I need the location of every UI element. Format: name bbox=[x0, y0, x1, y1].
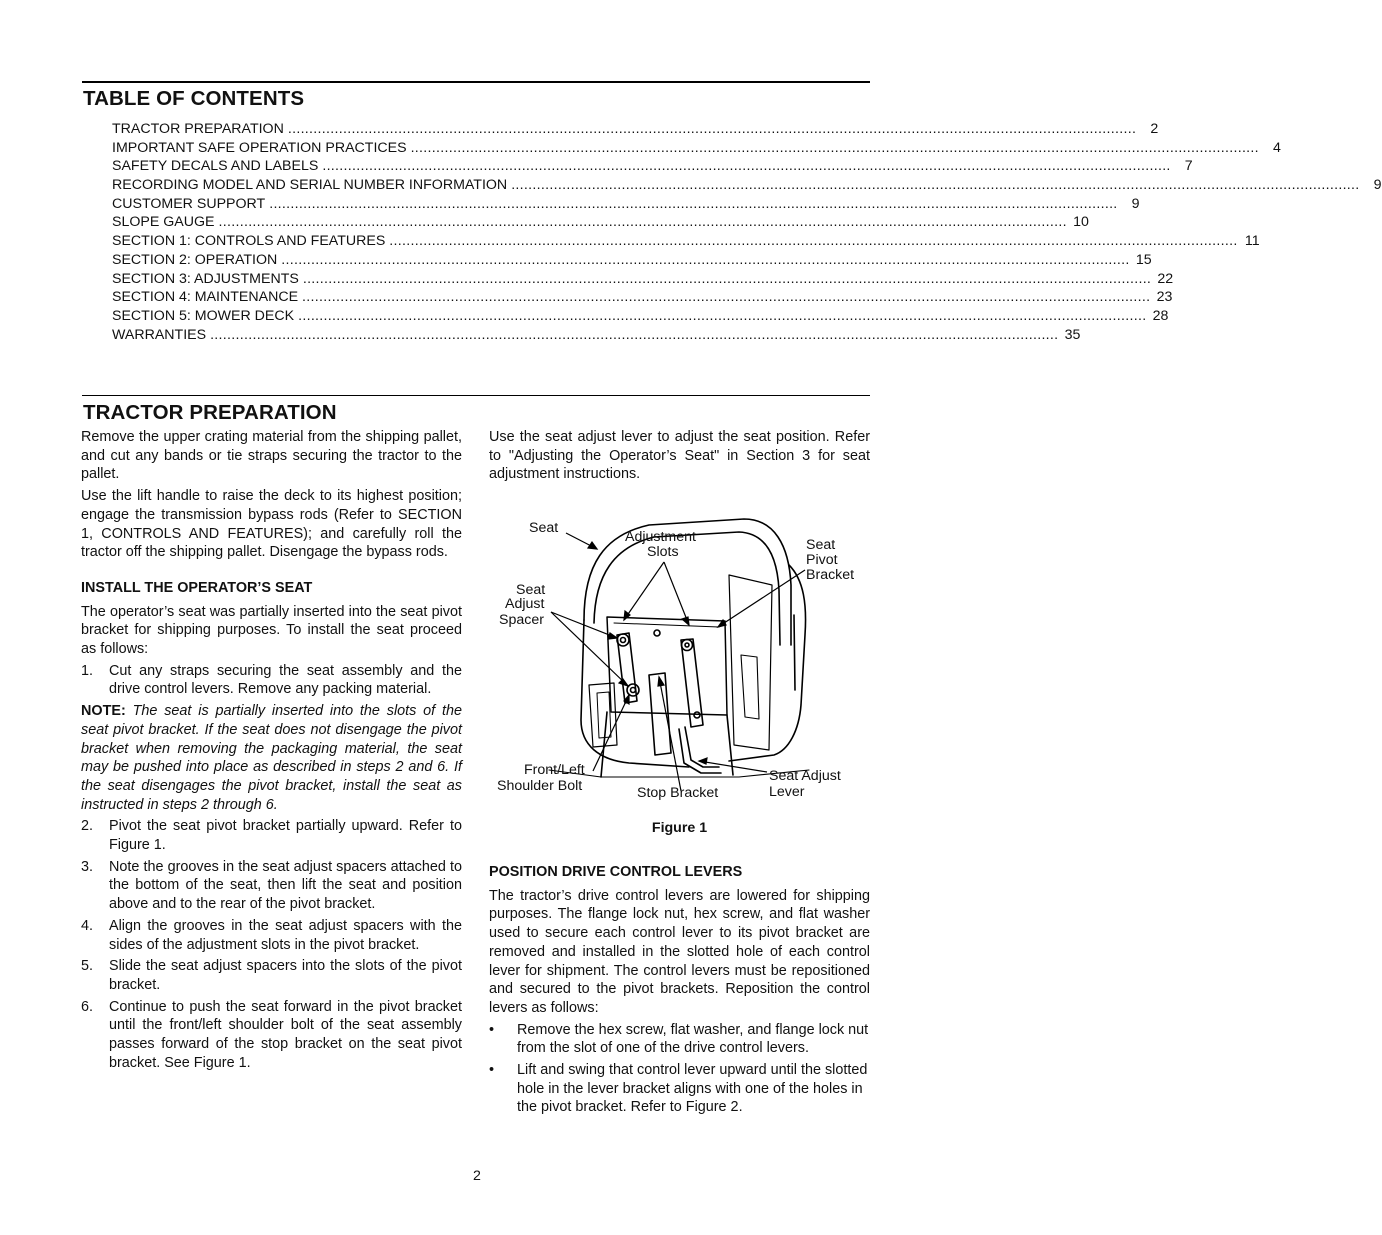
toc-title: SECTION 1: CONTROLS AND FEATURES bbox=[112, 233, 386, 250]
toc-page: 11 bbox=[1244, 233, 1260, 250]
label-seat-adjust-spacer-line2: Adjust bbox=[505, 596, 545, 612]
toc-title: SECTION 3: ADJUSTMENTS bbox=[112, 270, 299, 287]
prep-paragraph-2: Use the lift handle to raise the deck to its highest position; engage the transmission bypass rods (Refer to SECTION 1, CONTROLS AND FEATURES); and carefully roll the tractor off the shipping pallet. Disengage the bypass rods. bbox=[81, 488, 462, 561]
toc-page: 35 bbox=[1064, 326, 1081, 343]
toc-heading: TABLE OF CONTENTS bbox=[83, 87, 305, 110]
seat-adjust-paragraph: Use the seat adjust lever to adjust the seat position. Refer to "Adjusting the Operator’s Seat" in Section 3 for seat adjustment instructions. bbox=[489, 429, 870, 483]
label-seat-adjust-lever-line1: Seat Adjust bbox=[769, 768, 841, 784]
toc-leader-dots: ........................................................................................................................................................................................................ bbox=[511, 177, 1360, 194]
label-adjustment-slots-line1: Adjustment bbox=[625, 529, 696, 545]
toc-leader-dots: ........................................................................................................................................................................................................ bbox=[410, 139, 1259, 156]
step-text: Align the grooves in the seat adjust spacers with the sides of the adjustment slots in the pivot bracket. bbox=[109, 917, 462, 953]
step-text: Note the grooves in the seat adjust spacers attached to the bottom of the seat, then lift the seat and position above and to the rear of the pivot bracket. bbox=[109, 858, 462, 913]
step-text: Continue to push the seat forward in the pivot bracket until the front/left shoulder bolt of the seat assembly passes forward of the stop bracket on the seat pivot bracket. See Figure 1. bbox=[109, 998, 462, 1071]
step-text: Slide the seat adjust spacers into the slots of the pivot bracket. bbox=[109, 958, 462, 993]
prep-paragraph-1: Remove the upper crating material from the shipping pallet, and cut any bands or tie straps securing the tractor to the pallet. bbox=[81, 429, 462, 483]
toc-title: SAFETY DECALS AND LABELS bbox=[112, 158, 319, 175]
toc-title: CUSTOMER SUPPORT bbox=[112, 195, 266, 212]
bullet-text: Remove the hex screw, flat washer, and flange lock nut from the slot of one of the drive control levers. bbox=[517, 1021, 869, 1057]
toc-leader-dots: ........................................................................................................................................................................................................ bbox=[302, 270, 1152, 287]
label-front-left-shoulder-bolt-line1: Front/Left bbox=[524, 762, 585, 778]
toc-leader-dots: ........................................................................................................................................................................................................ bbox=[218, 214, 1067, 231]
step-item bbox=[81, 957, 462, 994]
toc-title: IMPORTANT SAFE OPERATION PRACTICES bbox=[112, 139, 407, 156]
step-number: 5. bbox=[81, 958, 94, 975]
bullet-item bbox=[489, 1021, 870, 1058]
toc-leader-dots: ........................................................................................................................................................................................................ bbox=[210, 326, 1059, 343]
figure-1 bbox=[489, 505, 870, 810]
toc-row bbox=[112, 139, 1281, 159]
toc-leader-dots: ........................................................................................................................................................................................................ bbox=[269, 195, 1118, 212]
figure-caption: Figure 1 bbox=[651, 820, 708, 836]
label-seat-adjust-spacer-line3: Spacer bbox=[499, 612, 544, 628]
toc-page: 4 bbox=[1273, 139, 1281, 156]
step-item bbox=[81, 998, 462, 1073]
step-number: 6. bbox=[81, 998, 94, 1015]
toc-title: SECTION 2: OPERATION bbox=[112, 251, 278, 268]
toc-title: SECTION 4: MAINTENANCE bbox=[112, 289, 299, 306]
label-adjustment-slots-line2: Slots bbox=[647, 544, 679, 560]
toc-leader-dots: ........................................................................................................................................................................................................ bbox=[302, 289, 1151, 306]
step-item bbox=[81, 917, 462, 954]
toc-row bbox=[112, 158, 1193, 177]
toc-leader-dots: ........................................................................................................................................................................................................ bbox=[389, 233, 1238, 250]
toc-list bbox=[112, 121, 1382, 345]
toc-title: SLOPE GAUGE bbox=[112, 214, 215, 231]
toc-row bbox=[112, 214, 1089, 233]
toc-page: 22 bbox=[1157, 270, 1174, 287]
label-seat-pivot-bracket-line3: Bracket bbox=[806, 567, 855, 583]
toc-page: 15 bbox=[1135, 251, 1152, 268]
toc-leader-dots: ........................................................................................................................................................................................................ bbox=[298, 307, 1147, 324]
bullet-item bbox=[489, 1061, 870, 1117]
step-list-first bbox=[81, 662, 462, 699]
toc-row bbox=[112, 195, 1140, 215]
step-number: 2. bbox=[81, 818, 94, 835]
toc-row bbox=[112, 177, 1382, 196]
toc-leader-dots: ........................................................................................................................................................................................................ bbox=[287, 121, 1137, 137]
toc-row bbox=[112, 233, 1260, 252]
toc-page: 10 bbox=[1073, 214, 1089, 231]
note-label: NOTE: bbox=[81, 703, 126, 720]
toc-leader-dots: ........................................................................................................................................................................................................ bbox=[322, 158, 1171, 175]
bullet-marker: • bbox=[489, 1021, 495, 1038]
note-text: The seat is partially inserted into the slots of the seat pivot bracket. If the seat does not disengage the pivot bracket when removing the packaging material, the seat may be pushed into place as described in steps 2 and 6. If the seat disengages the pivot bracket, install the seat as instructed in steps 2 through 6. bbox=[81, 703, 462, 813]
toc-title: TRACTOR PREPARATION bbox=[112, 121, 284, 137]
left-column bbox=[81, 428, 462, 1076]
toc-title: WARRANTIES bbox=[112, 326, 207, 343]
step-item: 1. Cut any straps securing the seat assembly and the drive control levers. Remove any packing material. bbox=[81, 662, 462, 698]
label-seat-pivot-bracket-line2: Pivot bbox=[806, 552, 838, 568]
label-seat-adjust-lever-line2: Lever bbox=[769, 784, 805, 800]
toc-page: 9 bbox=[1131, 195, 1140, 212]
toc-row bbox=[112, 270, 1174, 290]
step-list bbox=[81, 817, 462, 1072]
step-number: 4. bbox=[81, 917, 94, 934]
bullet-marker: • bbox=[489, 1062, 495, 1079]
toc-row bbox=[112, 121, 1159, 140]
seat-intro: The operator’s seat was partially inserted into the seat pivot bracket for shipping purposes. To install the seat proceed as follows: bbox=[81, 603, 462, 658]
section-rule bbox=[82, 395, 870, 396]
bullet-text: Lift and swing that control lever upward until the slotted hole in the lever bracket aligns with one of the holes in the pivot bracket. Refer to Figure 2. bbox=[517, 1062, 868, 1116]
label-seat: Seat bbox=[529, 520, 559, 536]
levers-paragraph: The tractor’s drive control levers are lowered for shipping purposes. The flange lock nut, hex screw, and flat washer used to secure each control lever to its pivot bracket are removed and installed in the slotted hole of each control lever for shipment. The control levers must be repositioned and secured to the pivot brackets. Reposition the control levers as follows: bbox=[489, 887, 870, 1016]
label-seat-pivot-bracket-line1: Seat bbox=[806, 537, 836, 553]
label-stop-bracket: Stop Bracket bbox=[637, 785, 719, 801]
toc-page: 2 bbox=[1150, 121, 1159, 137]
toc-row bbox=[112, 251, 1152, 271]
seat-subheading: INSTALL THE OPERATOR’S SEAT bbox=[81, 579, 313, 596]
levers-subheading: POSITION DRIVE CONTROL LEVERS bbox=[489, 864, 743, 880]
note bbox=[81, 702, 462, 814]
levers-bullet-list bbox=[489, 1021, 870, 1118]
label-front-left-shoulder-bolt-line2: Shoulder Bolt bbox=[497, 778, 583, 794]
toc-title: RECORDING MODEL AND SERIAL NUMBER INFORMATION bbox=[112, 177, 508, 194]
toc-page: 9 bbox=[1373, 177, 1382, 194]
toc-page: 23 bbox=[1156, 289, 1173, 306]
prep-heading: TRACTOR PREPARATION bbox=[83, 401, 337, 424]
right-column-lower bbox=[489, 846, 870, 1120]
toc-row bbox=[112, 289, 1173, 308]
toc-row bbox=[112, 326, 1081, 346]
step-item bbox=[81, 858, 462, 914]
step-number: 3. bbox=[81, 858, 94, 875]
toc-title: SECTION 5: MOWER DECK bbox=[112, 307, 295, 324]
toc-page: 28 bbox=[1152, 307, 1169, 324]
page-number: 2 bbox=[473, 1168, 481, 1184]
right-column bbox=[489, 428, 870, 487]
toc-page: 7 bbox=[1184, 158, 1193, 175]
step-text: Pivot the seat pivot bracket partially upward. Refer to Figure 1. bbox=[109, 818, 462, 854]
top-rule bbox=[82, 81, 870, 83]
label-seat-adjust-spacer-line1: Seat bbox=[516, 582, 546, 598]
toc-leader-dots: ........................................................................................................................................................................................................ bbox=[281, 251, 1130, 268]
step-item bbox=[81, 817, 462, 854]
toc-row bbox=[112, 307, 1169, 327]
